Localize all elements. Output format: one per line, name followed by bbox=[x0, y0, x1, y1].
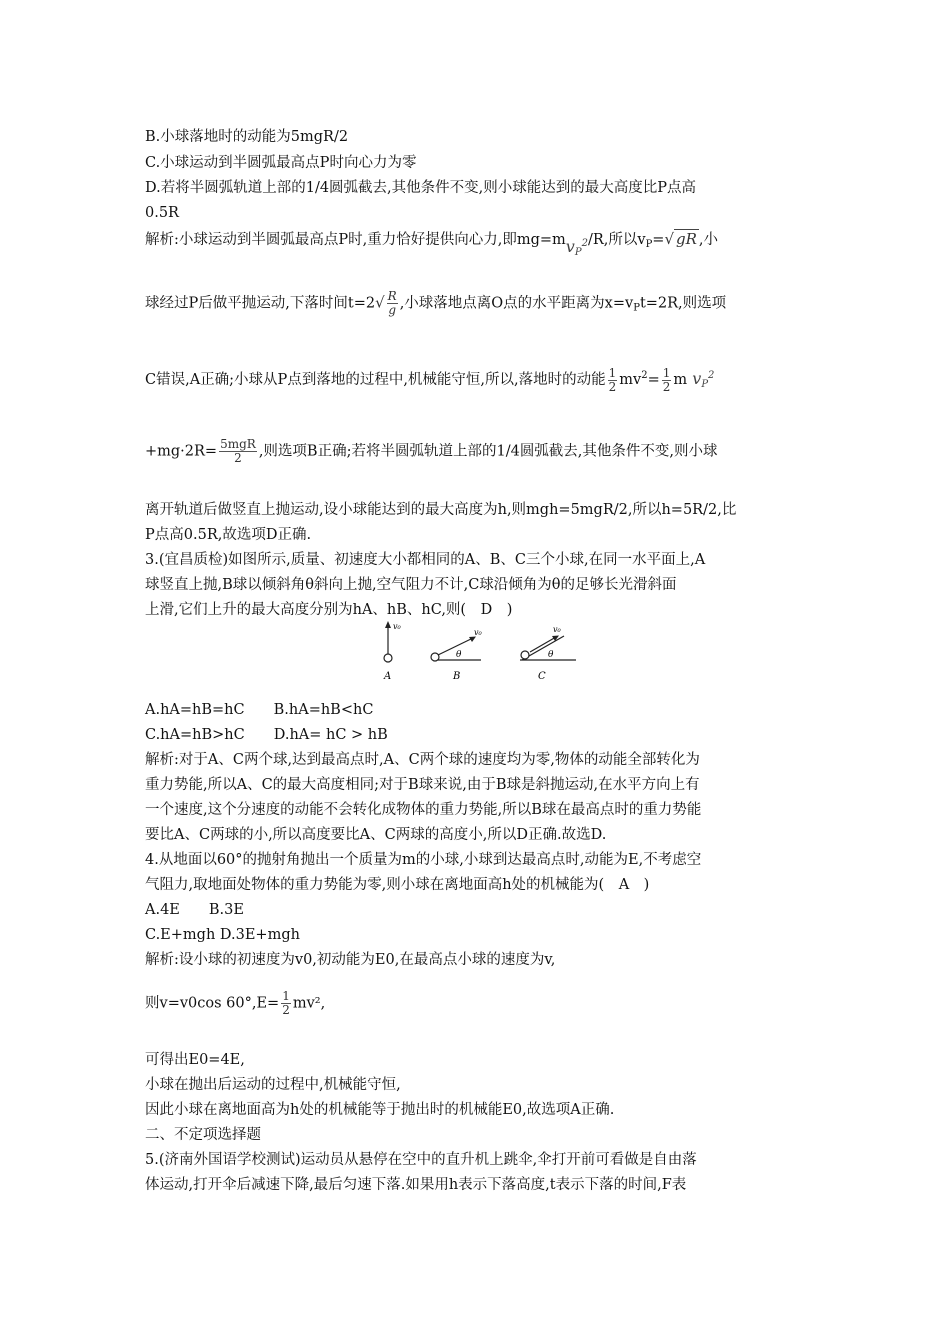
v0-label: v₀ bbox=[393, 622, 401, 631]
label-b: B bbox=[453, 671, 461, 682]
option-b-line: B.小球落地时的动能为5mgR/2 bbox=[145, 129, 349, 145]
question-4-options-cd: C.E+mgh D.3E+mgh bbox=[145, 927, 300, 943]
section-heading: 二、不定项选择题 bbox=[145, 1127, 261, 1143]
question-4-line-2: 气阻力,取地面处物体的重力势能为零,则小球在离地面高h处的机械能为( A ) bbox=[145, 877, 650, 893]
vp-squared-formula: $v_P^2$ bbox=[692, 369, 715, 390]
option-d-line: D.若将半圆弧轨道上部的1/4圆弧截去,其他条件不变,则小球能达到的最大高度比P点高 bbox=[145, 180, 697, 196]
5mgR-over-2-fraction: $\frac{\text{5mgR}}{2}$ bbox=[220, 437, 256, 465]
solution-line-2: 球经过P后做平抛运动,下落时间t=2√ $\frac{R}{g}$ ,小球落地点离O点的水平距离为$x=v_Pt=2R$,则选项 bbox=[145, 289, 727, 317]
label-a: A bbox=[384, 671, 392, 682]
question-4-solution-5: 因此小球在离地面高为h处的机械能等于抛出时的机械能E0,故选项A正确. bbox=[145, 1102, 615, 1118]
ball-c-diagram bbox=[520, 625, 576, 682]
question-4-solution-4: 小球在抛出后运动的过程中,机械能守恒, bbox=[145, 1077, 401, 1093]
question-3-options-ab: A.hA=hB=hC B.hA=hB<hC bbox=[145, 702, 374, 718]
question-5-line-1: 5.(济南外国语学校测试)运动员从悬停在空中的直升机上跳伞,伞打开前可看做是自由落 bbox=[145, 1152, 697, 1168]
solution-line-5: 离开轨道后做竖直上抛运动,设小球能达到的最大高度为h,则mgh=5mgR/2,所以h=5R/2,比 bbox=[145, 502, 737, 518]
question-3-line-2: 球竖直上抛,B球以倾斜角θ斜向上抛,空气阻力不计,C球沿倾角为θ的足够长光滑斜面 bbox=[145, 577, 677, 593]
option-c-line: C.小球运动到半圆弧最高点P时向心力为零 bbox=[145, 155, 417, 171]
label-c: C bbox=[538, 671, 546, 682]
v0-label: v₀ bbox=[474, 628, 482, 637]
question-3-solution-3: 一个速度,这个分速度的动能不会转化成物体的重力势能,所以B球在最高点时的重力势能 bbox=[145, 802, 702, 818]
vp-squared-formula: $v_P^2$ bbox=[565, 237, 588, 258]
theta-label: θ bbox=[456, 650, 462, 660]
question-5-line-2: 体运动,打开伞后减速下降,最后匀速下落.如果用h表示下落高度,t表示下落的时间,F表 bbox=[145, 1177, 687, 1193]
question-3-solution-1: 解析:对于A、C两个球,达到最高点时,A、C两个球的速度均为零,物体的动能全部转化为 bbox=[145, 752, 700, 768]
question-4-line-1: 4.从地面以60°的抛射角抛出一个质量为m的小球,小球到达最高点时,动能为E,不考虑空 bbox=[145, 852, 702, 868]
theta-label: θ bbox=[548, 650, 554, 660]
sqrt-R-over-g-formula: √ $\frac{R}{g}$ bbox=[375, 289, 397, 317]
question-3-line-3: 上滑,它们上升的最大高度分别为hA、hB、hC,则( D ) bbox=[145, 602, 513, 618]
question-4-solution-2: 则v=v0cos 60°,E= $\frac{1}{2}$ mv², bbox=[145, 989, 326, 1017]
v0-label: v₀ bbox=[553, 625, 561, 634]
option-d-line-cont: 0.5R bbox=[145, 205, 179, 221]
ball-a-diagram bbox=[383, 621, 402, 682]
question-3-solution-2: 重力势能,所以A、C的最大高度相同;对于B球来说,由于B球是斜抛运动,在水平方向上有 bbox=[145, 777, 700, 793]
sqrt-gR-formula: √ gR bbox=[664, 230, 697, 248]
question-3-solution-4: 要比A、C两球的小,所以高度要比A、C两球的高度小,所以D正确.故选D. bbox=[145, 827, 607, 843]
question-4-solution-3: 可得出E0=4E, bbox=[145, 1052, 245, 1068]
question-3-options-cd: C.hA=hB>hC D.hA= hC > hB bbox=[145, 727, 388, 743]
half-fraction: $\frac{1}{2}$ bbox=[282, 989, 290, 1017]
question-3-line-1: 3.(宜昌质检)如图所示,质量、初速度大小都相同的A、B、C三个小球,在同一水平面上,A bbox=[145, 552, 706, 568]
half-fraction: $\frac{1}{2}$ bbox=[662, 365, 671, 394]
solution-line-1: 解析:小球运动到半圆弧最高点P时,重力恰好提供向心力,即$mg=mv_P^2/R$,所以$v_P=√$ gR ,小 bbox=[145, 230, 719, 258]
solution-line-3: C错误,A正确;小球从P点到落地的过程中,机械能守恒,所以,落地时的动能 $\frac{1}{2}$ $mv^2=$ $\frac{1}{2}$ m $v_P^2$ bbox=[145, 365, 715, 394]
text-segment: 解析:小球运动到半圆弧最高点P时,重力恰好提供向心力,即mg=m bbox=[145, 232, 566, 248]
three-balls-figure bbox=[378, 620, 578, 682]
ball-b-diagram bbox=[431, 628, 483, 682]
solution-line-4: +mg·2R= $\frac{\text{5mgR}}{2}$ ,则选项B正确;若将半圆弧轨道上部的1/4圆弧截去,其他条件不变,则小球 bbox=[145, 437, 718, 465]
solution-line-6: P点高0.5R,故选项D正确. bbox=[145, 527, 312, 543]
question-4-options-ab: A.4E B.3E bbox=[145, 902, 244, 918]
half-fraction: $\frac{1}{2}$ bbox=[608, 365, 617, 394]
text-segment: /R,所以v bbox=[587, 232, 646, 248]
question-4-solution-1: 解析:设小球的初速度为v0,初动能为E0,在最高点小球的速度为v, bbox=[145, 952, 556, 968]
